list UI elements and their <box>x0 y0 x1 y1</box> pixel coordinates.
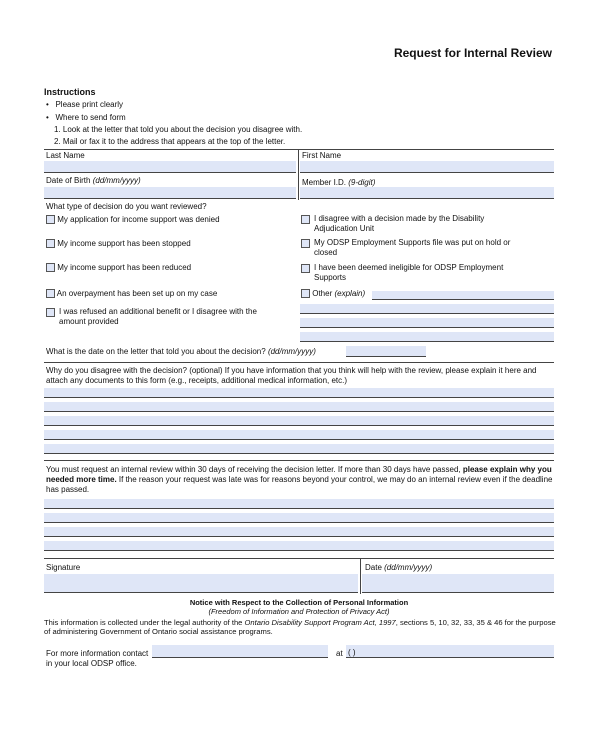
decision-question: What type of decision do you want reviewed? <box>46 202 207 211</box>
contact-label-1: For more information contact <box>46 649 149 658</box>
first-name-label: First Name <box>302 151 342 160</box>
why-disagree-line[interactable] <box>44 444 554 454</box>
other-explain-input[interactable] <box>372 291 554 300</box>
decision-option-right-1[interactable] <box>301 214 524 234</box>
member-id-input[interactable] <box>300 187 554 199</box>
other-explain-hint: (explain) <box>334 289 366 298</box>
signature-input[interactable] <box>44 574 358 593</box>
instruction-bullet-2: • Where to send form <box>46 113 126 122</box>
divider <box>44 362 554 363</box>
option-label: An overpayment has been set up on my case <box>56 289 218 298</box>
checkbox[interactable] <box>46 239 55 248</box>
divider <box>44 558 554 559</box>
decision-option-left-5[interactable] <box>46 307 259 327</box>
last-name-label: Last Name <box>46 151 85 160</box>
why-disagree-line[interactable] <box>44 416 554 426</box>
checkbox[interactable] <box>301 264 310 273</box>
signature-date-label-text: Date <box>365 563 382 572</box>
dob-format: (dd/mm/yyyy) <box>92 176 141 185</box>
checkbox[interactable] <box>46 263 55 272</box>
instructions-heading: Instructions <box>44 87 96 97</box>
checkbox[interactable] <box>46 308 55 317</box>
page-title: Request for Internal Review <box>393 46 552 60</box>
option-label: My application for income support was denied <box>57 215 220 224</box>
letter-date-question <box>46 347 316 357</box>
instruction-bullet-1: • Please print clearly <box>46 100 124 109</box>
decision-option-left-3[interactable] <box>46 263 191 273</box>
member-id-format: (9-digit) <box>348 178 376 187</box>
deadline-reason-line[interactable] <box>44 527 554 537</box>
notice-body-part-2: , sections 5, 10, 32, 33, 35 & 46 for the purpose of administering Government of Ontario social assistance programs. <box>44 618 556 637</box>
deadline-reason-line[interactable] <box>44 513 554 523</box>
deadline-text <box>46 465 554 495</box>
decision-option-left-2[interactable] <box>46 239 191 249</box>
deadline-reason-line[interactable] <box>44 499 554 509</box>
notice-subtitle: (Freedom of Information and Protection of Privacy Act) <box>208 607 390 616</box>
other-explain-line[interactable] <box>300 304 554 314</box>
instruction-text: Where to send form <box>55 113 126 122</box>
instruction-step-1: 1. Look at the letter that told you about the decision you disagree with. <box>54 125 303 134</box>
divider <box>298 149 299 200</box>
divider <box>44 149 554 150</box>
contact-phone-input[interactable] <box>346 645 554 658</box>
letter-date-format: (dd/mm/yyyy) <box>267 347 316 356</box>
checkbox[interactable] <box>301 215 310 224</box>
first-name-input[interactable] <box>300 161 554 173</box>
dob-label-text: Date of Birth <box>46 176 91 185</box>
contact-name-input[interactable] <box>152 645 328 658</box>
deadline-text-bold: please explain why you needed more time. <box>46 465 552 484</box>
deadline-text-part-2: If the reason your request was late was for reasons beyond your control, we may do an internal review even if the deadline has passed. <box>46 475 553 494</box>
last-name-input[interactable] <box>44 161 296 173</box>
checkbox[interactable] <box>46 215 55 224</box>
why-disagree-line[interactable] <box>44 402 554 412</box>
option-label: My ODSP Employment Supports file was put on hold or closed <box>314 238 511 257</box>
notice-body-part-1: This information is collected under the legal authority of the <box>44 618 245 627</box>
decision-option-right-3[interactable] <box>301 263 504 283</box>
letter-date-input[interactable] <box>346 346 426 357</box>
option-label: My income support has been reduced <box>57 263 192 272</box>
deadline-text-part-1: You must request an internal review within 30 days of receiving the decision letter. If more than 30 days have passed, <box>46 465 463 474</box>
signature-date-input[interactable] <box>362 574 554 593</box>
notice-title: Notice with Respect to the Collection of Personal Information <box>189 598 409 607</box>
other-explain-line[interactable] <box>300 318 554 328</box>
instruction-text: Please print clearly <box>55 100 124 109</box>
contact-at-label: at <box>336 649 343 658</box>
notice-body-act: Ontario Disability Support Program Act, 1997 <box>244 618 396 627</box>
member-id-label-text: Member I.D. <box>302 178 347 187</box>
decision-option-right-4[interactable] <box>301 289 365 299</box>
dob-label <box>46 176 141 186</box>
decision-option-left-1[interactable] <box>46 215 220 225</box>
contact-label-2: in your local ODSP office. <box>46 659 137 668</box>
option-label: I have been deemed ineligible for ODSP Employment Supports <box>314 263 504 282</box>
checkbox[interactable] <box>301 289 310 298</box>
decision-option-left-4[interactable] <box>46 289 217 299</box>
notice-body <box>44 618 556 637</box>
instruction-step-2: 2. Mail or fax it to the address that appears at the top of the letter. <box>54 137 286 146</box>
option-label: I disagree with a decision made by the Disability Adjudication Unit <box>314 214 485 233</box>
signature-date-label <box>365 563 432 573</box>
decision-option-right-2[interactable] <box>301 238 514 258</box>
option-label: My income support has been stopped <box>57 239 191 248</box>
divider <box>44 460 554 461</box>
other-explain-line[interactable] <box>300 332 554 342</box>
signature-date-format: (dd/mm/yyyy) <box>384 563 433 572</box>
why-disagree-question: Why do you disagree with the decision? (optional) If you have information that you think will help with the review, please explain it here and attach any documents to this form (e.g., receipts, additional medical information, etc.) <box>46 366 537 385</box>
letter-date-question-text: What is the date on the letter that told you about the decision? <box>46 347 266 356</box>
option-label: I was refused an additional benefit or I disagree with the amount provided <box>59 307 257 326</box>
dob-input[interactable] <box>44 187 296 199</box>
checkbox[interactable] <box>301 239 310 248</box>
why-disagree-line[interactable] <box>44 388 554 398</box>
contact-phone-parens: ( ) <box>348 648 356 657</box>
checkbox[interactable] <box>46 289 55 298</box>
option-label: Other <box>312 289 333 298</box>
why-disagree-line[interactable] <box>44 430 554 440</box>
divider <box>360 558 361 594</box>
deadline-reason-line[interactable] <box>44 541 554 551</box>
signature-label: Signature <box>46 563 81 572</box>
